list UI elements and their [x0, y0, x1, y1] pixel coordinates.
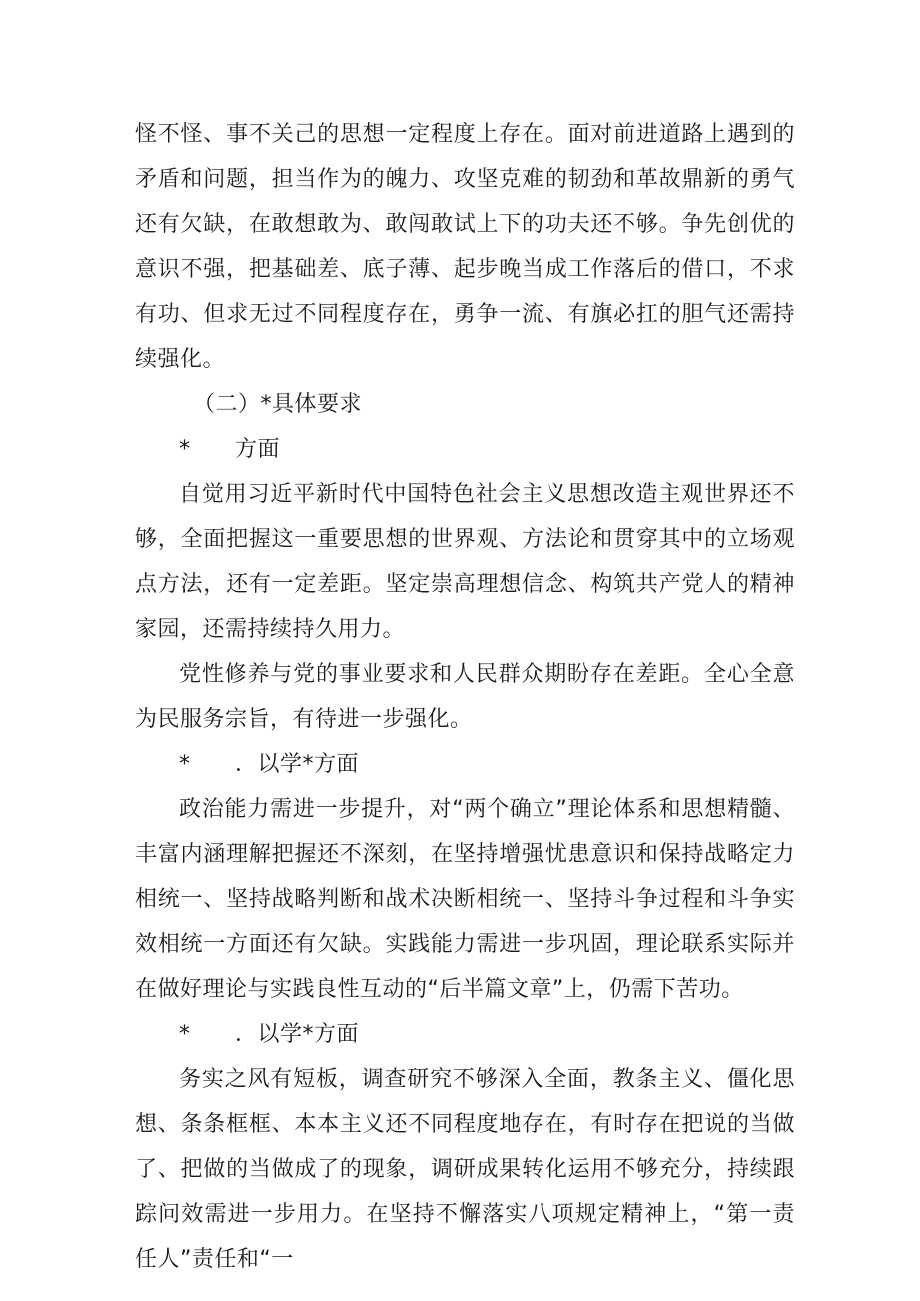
- paragraph: 政治能力需进一步提升，对“两个确立”理论体系和思想精髓、丰富内涵理解把握还不深刻，在坚持增强忧患意识和保持战略定力相统一、坚持战略判断和战术决断相统一、坚持斗争过程和斗争实效相统一方面还有欠缺。实践能力需进一步巩固，理论联系实际并在做好理论与实践良性互动的“后半篇文章”上，仍需下苦功。: [135, 797, 796, 1002]
- paragraph: 自觉用习近平新时代中国特色社会主义思想改造主观世界还不够，全面把握这一重要思想的世界观、方法论和贯穿其中的立场观点方法，还有一定差距。坚定崇高理想信念、构筑共产党人的精神家园，还需持续持久用力。: [135, 482, 795, 642]
- paragraph-continued: 怪不怪、事不关己的思想一定程度上存在。面对前进道路上遇到的矛盾和问题，担当作为的魄力、攻坚克难的韧劲和革故鼎新的勇气还有欠缺，在敢想敢为、敢闯敢试上下的功夫还不够。争先创优的意识不强，把基础差、底子薄、起步晚当成工作落后的借口，不求有功、但求无过不同程度存在，勇争一流、有旗必扛的胆气还需持续强化。: [135, 122, 795, 372]
- item-heading-3: [135, 1012, 795, 1057]
- heading-text: 方面: [235, 437, 281, 462]
- heading-marker: *: [179, 437, 191, 462]
- paragraph: 党性修养与党的事业要求和人民群众期盼存在差距。全心全意为民服务宗旨，有待进一步强化。: [135, 662, 795, 732]
- paragraph: 务实之风有短板，调查研究不够深入全面，教条主义、僵化思想、条条框框、本本主义还不同程度地存在，有时存在把说的当做了、把做的当做成了的现象，调研成果转化运用不够充分，持续跟踪问效需进一步用力。在坚持不懈落实八项规定精神上，“第一责任人”责任和“一: [135, 1067, 795, 1272]
- document-body: [135, 112, 795, 1282]
- item-heading-1: [135, 427, 795, 472]
- item-heading-2: [135, 742, 795, 787]
- heading-marker: *: [179, 1022, 191, 1047]
- heading-text: ．以学*方面: [235, 752, 360, 777]
- section-subheading: （二）*具体要求: [193, 392, 363, 417]
- heading-marker: *: [179, 752, 191, 777]
- heading-text: ．以学*方面: [235, 1022, 360, 1047]
